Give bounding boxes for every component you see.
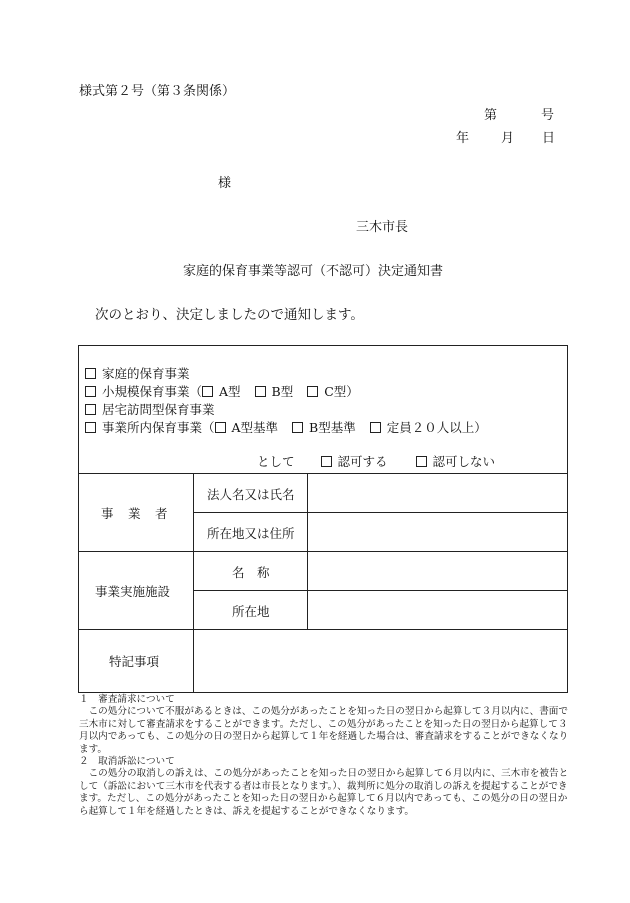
note-2-title: ２ 取消訴訟について xyxy=(79,756,175,768)
table-divider xyxy=(193,473,194,692)
option-home-visit: 居宅訪問型保育事業 xyxy=(85,400,215,418)
remarks-label: 特記事項 xyxy=(109,654,160,669)
addressee: 様 xyxy=(218,176,232,191)
notes-section xyxy=(79,694,571,818)
note-1-title: １ 審査請求について xyxy=(79,694,175,705)
date-year: 年 xyxy=(456,131,470,146)
checkbox-small-c[interactable] xyxy=(307,386,318,397)
corp-name-field[interactable] xyxy=(324,486,554,504)
remarks-field[interactable] xyxy=(209,642,554,682)
facility-name-field[interactable] xyxy=(324,564,554,582)
checkbox-small-a[interactable] xyxy=(202,386,213,397)
address-label: 所在地又は住所 xyxy=(207,526,295,541)
doc-number-suffix: 号 xyxy=(541,108,555,123)
option-small: 小規模保育事業（ A型 B型 C型） xyxy=(85,382,359,400)
document-date xyxy=(456,127,555,146)
facility-label: 事業実施施設 xyxy=(95,584,171,599)
checkbox-small[interactable] xyxy=(85,386,96,397)
checkbox-workplace-a[interactable] xyxy=(215,422,226,433)
intro-text: 次のとおり、決定しましたので通知します。 xyxy=(95,307,364,323)
form-number: 様式第２号（第３条関係） xyxy=(79,84,236,99)
application-table xyxy=(78,345,568,693)
table-divider xyxy=(193,512,567,513)
table-divider xyxy=(79,629,567,630)
checkbox-reject[interactable] xyxy=(416,456,427,467)
table-divider xyxy=(79,473,567,474)
date-day: 日 xyxy=(542,131,556,146)
option-workplace: 事業所内保育事業（ A型基準 B型基準 定員２０人以上） xyxy=(85,418,487,436)
checkbox-small-b[interactable] xyxy=(255,386,266,397)
checkbox-workplace[interactable] xyxy=(85,422,96,433)
note-1-body: この処分について不服があるときは、この処分があったことを知った日の翌日から起算して３月以内に、書面で三木市に対して審査請求をすることができます。ただし、この処分があったことを知った日の翌日から起算して３月以内であっても、この処分の日の翌日から起算して１年を経過した場合は、審査請求をすることができなくなります。 xyxy=(79,706,569,755)
table-divider xyxy=(307,473,308,629)
address-field[interactable] xyxy=(324,525,554,543)
note-2-body: この処分の取消しの訴えは、この処分があったことを知った日の翌日から起算して６月以内に、三木市を被告として（訴訟において三木市を代表する者は市長となります。）、裁判所に処分の取消しの訴えを提起することができます。ただし、この処分があったことを知った日の翌日から起算して６月以内であっても、この処分の日の翌日から起算して１年を経過したときは、訴えを提起することができなくなります。 xyxy=(79,768,569,817)
corp-name-label: 法人名又は氏名 xyxy=(207,487,295,502)
checkbox-workplace-c[interactable] xyxy=(370,422,381,433)
table-divider xyxy=(193,590,567,591)
facility-location-label: 所在地 xyxy=(232,604,270,619)
document-number xyxy=(484,104,554,123)
checkbox-family[interactable] xyxy=(85,368,96,379)
table-divider xyxy=(79,551,567,552)
facility-name-label: 名 称 xyxy=(232,565,270,580)
checkbox-home-visit[interactable] xyxy=(85,404,96,415)
document-title: 家庭的保育事業等認可（不認可）決定通知書 xyxy=(183,264,444,279)
checkbox-approve[interactable] xyxy=(321,456,332,467)
issuer: 三木市長 xyxy=(356,220,409,235)
checkbox-workplace-b[interactable] xyxy=(292,422,303,433)
decision-row: として 認可する 認可しない xyxy=(257,454,496,469)
facility-location-field[interactable] xyxy=(324,603,554,621)
date-month: 月 xyxy=(501,131,515,146)
doc-number-prefix: 第 xyxy=(484,108,498,123)
option-family: 家庭的保育事業 xyxy=(85,364,190,382)
operator-label: 事 業 者 xyxy=(101,506,169,521)
